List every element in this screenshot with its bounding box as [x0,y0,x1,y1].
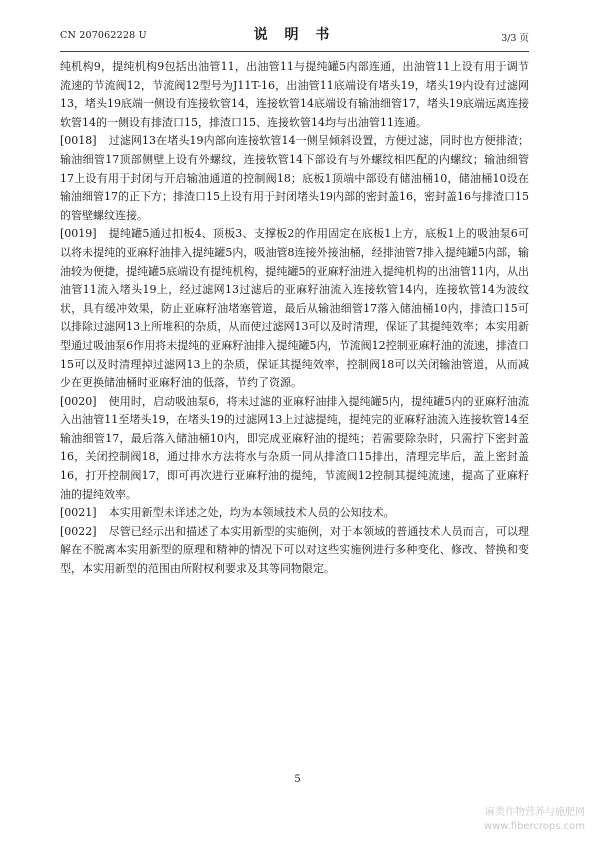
document-header [60,24,529,46]
paragraph-0021 [60,504,529,523]
paragraph-text: 过滤网13在堵头19内部向连接软管14一侧呈倾斜设置，方便过滤，同时也方便排渣；输油细管17顶部侧壁上设有外螺纹，连接软管14下部设有与外螺纹相匹配的内螺纹；输油细管17上设有用于封闭与开启输油通道的控制阀18；底板1顶端中部设有储油桶10，储油桶10设在输油细管17的正下方；排渣口15上设有用于封闭堵头19内部的密封盖16，密封盖16与排渣口15的管壁螺纹连接。 [60,134,529,222]
paragraph-number: [0019] [60,227,97,241]
paragraph-text: 提纯罐5通过扣板4、顶板3、支撑板2的作用固定在底板1上方，底板1上的吸油泵6可以将未提纯的亚麻籽油排入提纯罐5内，吸油管8连接外接油桶，经排油管7排入提纯罐5内部，输油较为便捷，提纯罐5底端设有提纯机构，提纯罐5的亚麻籽油进入提纯机构的出油管11内，从出油管11流入堵头19上，经过滤网13过滤后的亚麻籽油流入连接软管14内，连接软管14为波纹状，具有缓冲效果，防止亚麻籽油堵塞管道，最后从输油细管17落入储油桶10内，排渣口15可以排除过滤网13上所堆积的杂质，从而使过滤网13可以及时清理，保证了其提纯效率；本实用新型通过吸油泵6作用将未提纯的亚麻籽油排入提纯罐5内，节流阀12控制亚麻籽油的流速，排渣口15可以及时清理掉过滤网13上的杂质，保证其提纯效率，控制阀18可以关闭输油管道，从而减少在更换储油桶时亚麻籽油的低落，节约了资源。 [60,227,529,390]
paragraph-0022 [60,523,529,579]
paragraph-0018 [60,132,529,225]
document-body [60,58,529,579]
watermark-site-name: 麻类作物营养与施肥网 [485,807,585,818]
header-divider [60,51,529,52]
publication-number: CN 207062228 U [60,30,147,41]
page-number: 5 [294,774,301,785]
paragraph-number: [0020] [60,394,97,408]
paragraph-text: 尽管已经示出和描述了本实用新型的实施例，对于本领域的普通技术人员而言，可以理解在不脱离本实用新型的原理和精神的情况下可以对这些实施例进行多种变化、修改、替换和变型，本实用新型的范围由所附权利要求及其等同物限定。 [60,524,529,576]
document-title: 说 明 书 [253,27,336,43]
paragraph-text: 使用时，启动吸油泵6，将未过滤的亚麻籽油排入提纯罐5内，提纯罐5内的亚麻籽油流入出油管11至堵头19，在堵头19的过滤网13上过滤提纯，提纯完的亚麻籽油流入连接软管14至输油细管17，最后落入储油桶10内，即完成亚麻籽油的提纯；若需要除杂时，只需拧下密封盖16，关闭控制阀18，通过排水方法将水与杂质一同从排渣口15排出，清理完毕后，盖上密封盖16，打开控制阀17，即可再次进行亚麻籽油的提纯，节流阀12控制其提纯流速，提高了亚麻籽油的提纯效率。 [60,394,529,501]
watermark-url: www.fibercrops.com [483,821,585,832]
paragraph-text: 纯机构9，提纯机构9包括出油管11，出油管11与提纯罐5内部连通，出油管11上设有用于调节流速的节流阀12，节流阀12型号为J11T-16，出油管11底端设有堵头19，堵头19内设有过滤网13，堵头19底端一侧设有连接软管14，连接软管14底端设有输油细管17，堵头19底端远离连接软管14的一侧设有排渣口15，排渣口15、连接软管14均与出油管11连通。 [60,60,529,129]
paragraph-0019 [60,225,529,392]
page-indicator: 3/3 页 [501,33,529,44]
paragraph-continuation [60,58,529,132]
paragraph-number: [0022] [60,524,97,538]
paragraph-number: [0018] [60,134,97,148]
paragraph-text: 本实用新型未详述之处，均为本领域技术人员的公知技术。 [108,506,395,520]
site-watermark [484,806,585,834]
paragraph-0020 [60,393,529,505]
paragraph-number: [0021] [60,506,97,520]
